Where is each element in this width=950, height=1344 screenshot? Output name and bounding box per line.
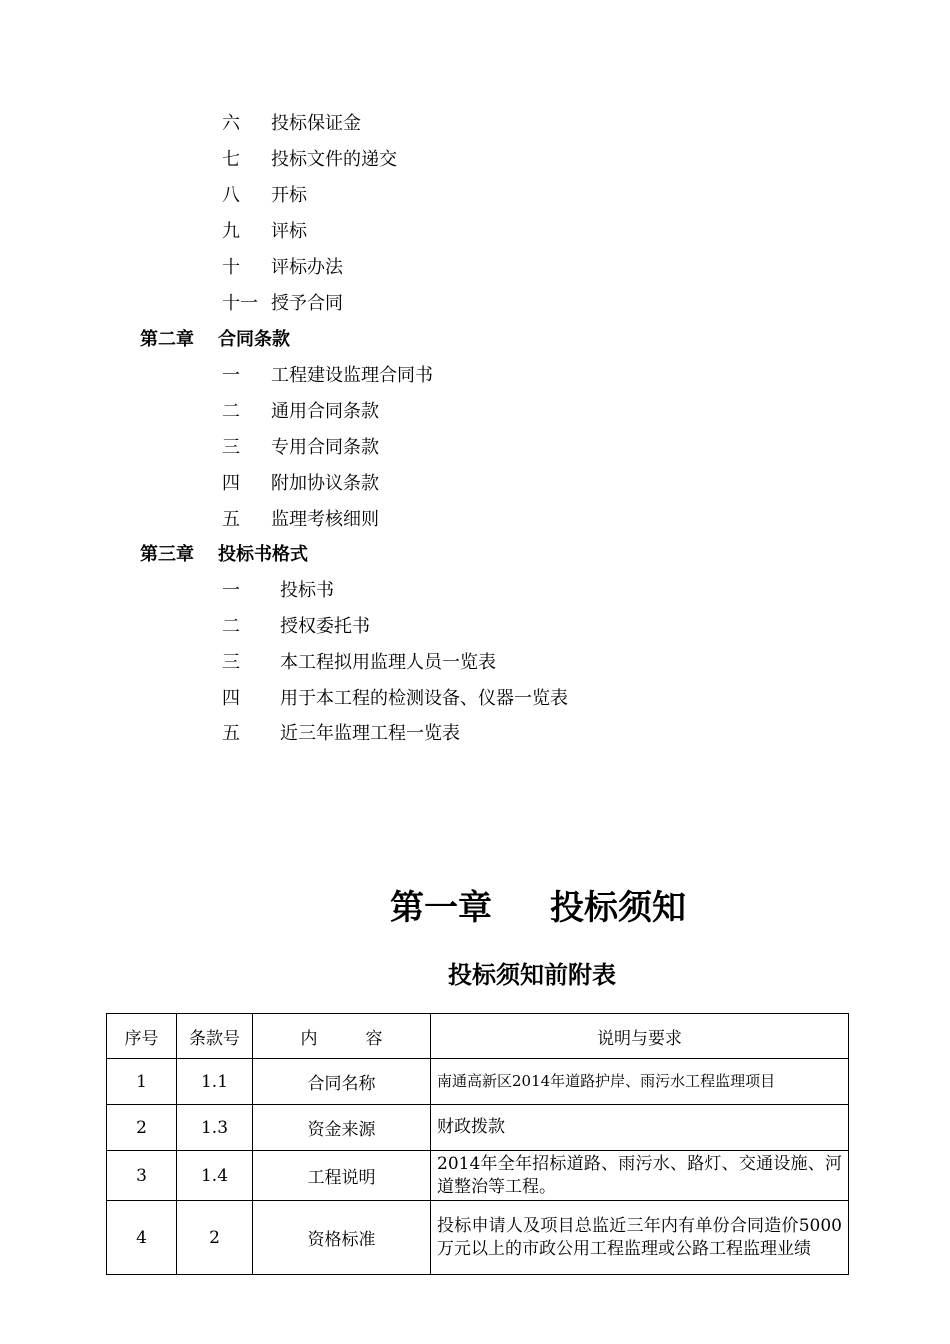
- cell-desc: 财政拨款: [431, 1105, 849, 1151]
- cell-seq: 2: [107, 1105, 177, 1151]
- toc-item-number: 九: [222, 221, 240, 242]
- header-clause: 条款号: [177, 1014, 253, 1059]
- cell-seq: 1: [107, 1059, 177, 1105]
- cell-desc: 投标申请人及项目总监近三年内有单份合同造价5000万元以上的市政公用工程监理或公路工程监理业绩: [431, 1201, 849, 1275]
- toc-item-text: 附加协议条款: [271, 473, 379, 494]
- toc-item-text: 用于本工程的检测设备、仪器一览表: [280, 688, 568, 709]
- cell-content: 合同名称: [253, 1059, 431, 1105]
- cell-clause: 1.4: [177, 1151, 253, 1201]
- header-content: [253, 1014, 431, 1059]
- front-table: [106, 1013, 849, 1275]
- toc-item-text: 开标: [271, 185, 307, 206]
- chapter-label: 第二章: [140, 329, 194, 350]
- toc-item-text: 评标办法: [271, 257, 343, 278]
- toc-item-number: 四: [222, 473, 240, 494]
- toc-item-text: 授权委托书: [280, 616, 370, 637]
- cell-content: 资金来源: [253, 1105, 431, 1151]
- toc-item-number: 三: [222, 437, 240, 458]
- toc-item-number: 七: [222, 149, 240, 170]
- toc-item-number: 二: [222, 616, 240, 637]
- toc-item-number: 二: [222, 401, 240, 422]
- chapter-heading: [390, 884, 710, 932]
- cell-desc: 2014年全年招标道路、雨污水、路灯、交通设施、河道整治等工程。: [431, 1151, 849, 1201]
- toc-item-number: 十: [222, 257, 240, 278]
- chapter-heading-label: 第一章: [390, 888, 492, 928]
- toc-item-text: 评标: [271, 221, 307, 242]
- toc-item-number: 十一: [222, 293, 258, 314]
- toc-item-number: 八: [222, 185, 240, 206]
- toc-item-text: 近三年监理工程一览表: [280, 723, 460, 744]
- header-content-part-a: 内: [300, 1028, 318, 1049]
- toc-item-text: 投标保证金: [271, 113, 361, 134]
- table-title: 投标须知前附表: [448, 961, 616, 989]
- header-desc: 说明与要求: [431, 1014, 849, 1059]
- toc-item-number: 三: [222, 652, 240, 673]
- toc-item-number: 一: [222, 580, 240, 601]
- cell-seq: 3: [107, 1151, 177, 1201]
- cell-clause: 1.3: [177, 1105, 253, 1151]
- toc-item-text: 本工程拟用监理人员一览表: [280, 652, 496, 673]
- cell-seq: 4: [107, 1201, 177, 1275]
- table-row: [107, 1059, 849, 1105]
- table-row: [107, 1201, 849, 1275]
- table-row: [107, 1105, 849, 1151]
- header-seq: 序号: [107, 1014, 177, 1059]
- toc-item-text: 通用合同条款: [271, 401, 379, 422]
- table-row: [107, 1151, 849, 1201]
- chapter-label: 第三章: [140, 544, 194, 565]
- toc-item-text: 工程建设监理合同书: [271, 365, 433, 386]
- chapter-heading-title: 投标须知: [550, 888, 686, 928]
- header-content-part-b: 容: [365, 1028, 383, 1049]
- toc-item-text: 授予合同: [271, 293, 343, 314]
- cell-content: 资格标准: [253, 1201, 431, 1275]
- toc-item-number: 五: [222, 509, 240, 530]
- toc-item-text: 投标书: [280, 580, 334, 601]
- cell-clause: 2: [177, 1201, 253, 1275]
- chapter-title: 合同条款: [218, 329, 290, 350]
- toc-item-text: 监理考核细则: [271, 509, 379, 530]
- cell-content: 工程说明: [253, 1151, 431, 1201]
- toc-item-number: 四: [222, 688, 240, 709]
- toc-item-number: 五: [222, 723, 240, 744]
- cell-desc: 南通高新区2014年道路护岸、雨污水工程监理项目: [431, 1059, 849, 1105]
- table-header-row: [107, 1014, 849, 1059]
- chapter-title: 投标书格式: [218, 544, 308, 565]
- toc-item-text: 投标文件的递交: [271, 149, 397, 170]
- toc-item-text: 专用合同条款: [271, 437, 379, 458]
- toc-item-number: 六: [222, 113, 240, 134]
- cell-clause: 1.1: [177, 1059, 253, 1105]
- toc-item-number: 一: [222, 365, 240, 386]
